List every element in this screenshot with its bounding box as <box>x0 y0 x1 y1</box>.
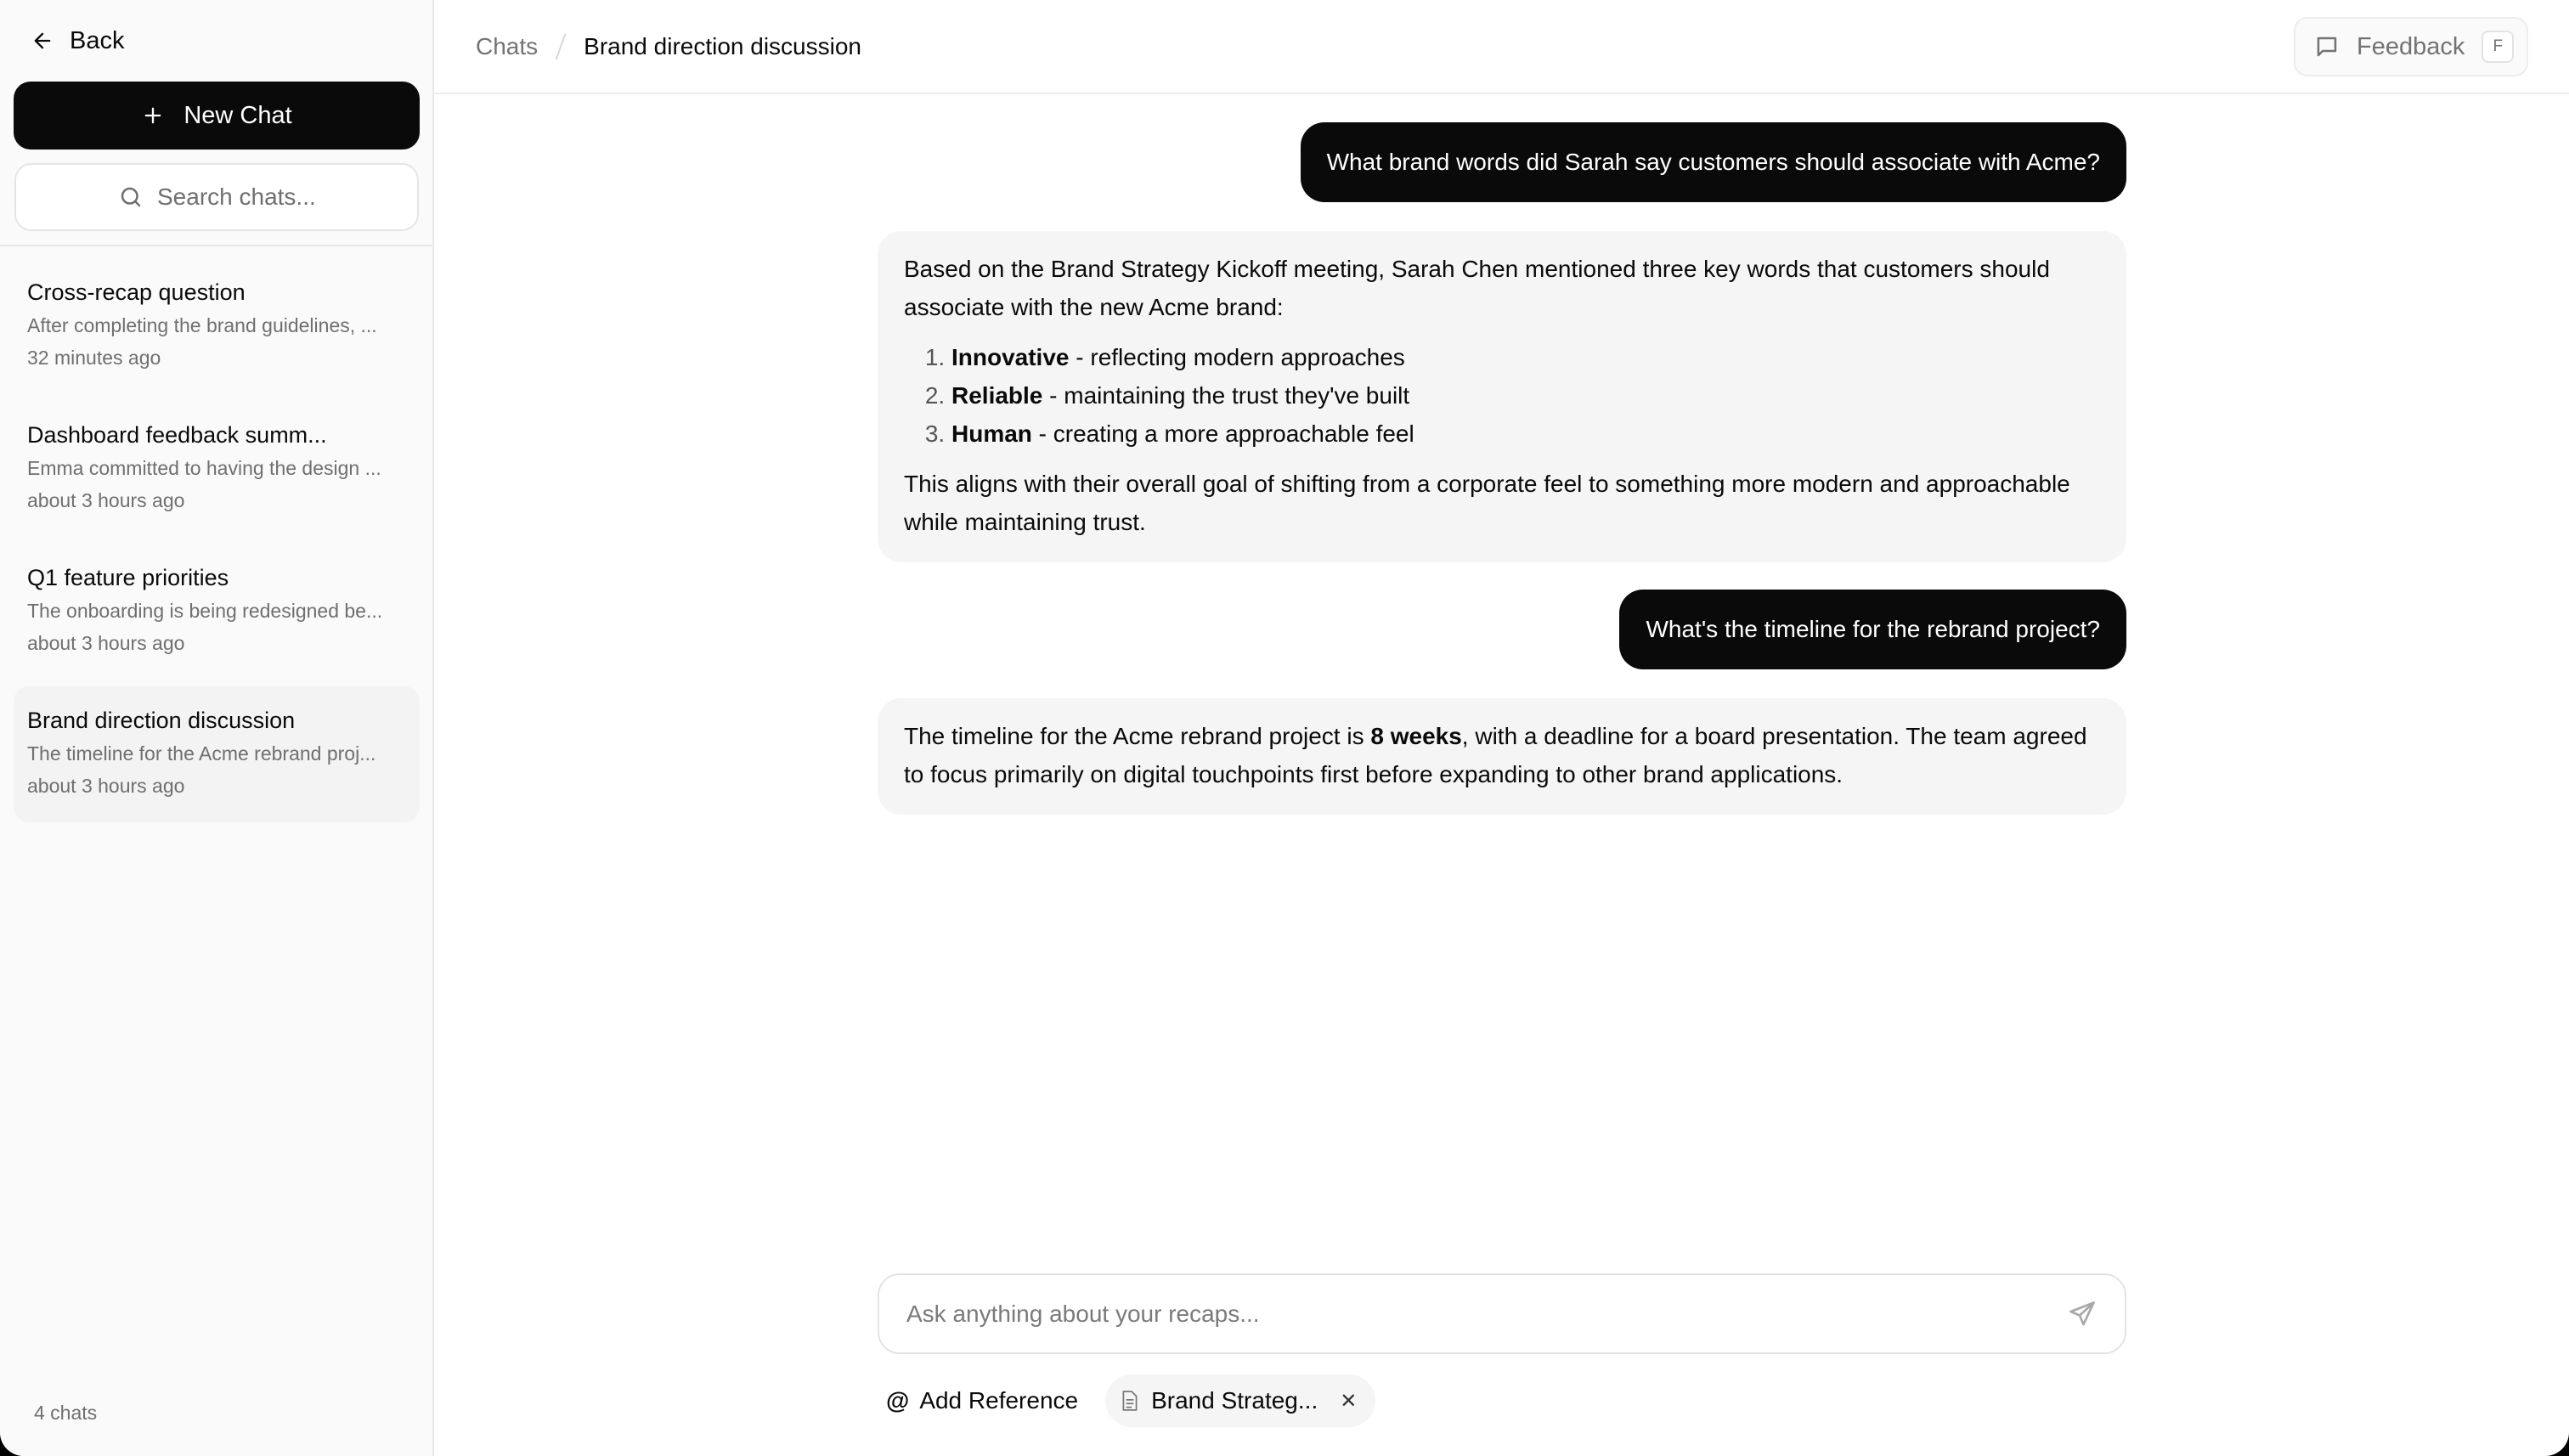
plus-icon <box>141 104 165 127</box>
chat-preview: After completing the brand guidelines, ... <box>27 314 377 336</box>
list-item: 3. Human - creating a more approachable feel <box>951 415 2100 453</box>
back-button[interactable] <box>31 22 124 59</box>
sidebar <box>0 0 434 1456</box>
send-icon[interactable] <box>2067 1299 2098 1329</box>
chat-list-item[interactable] <box>14 544 420 680</box>
user-message: What brand words did Sarah say customers should associate with Acme? <box>1301 122 2126 202</box>
page-title: Brand direction discussion <box>584 32 861 59</box>
chat-timestamp: about 3 hours ago <box>27 489 185 511</box>
at-sign-icon: @ <box>886 1387 910 1414</box>
remove-reference-icon[interactable]: ✕ <box>1340 1389 1358 1413</box>
message-composer <box>878 1273 2126 1354</box>
chat-count: 4 chats <box>34 1402 98 1424</box>
list-item: 1. Innovative - reflecting modern approaches <box>951 338 2100 376</box>
add-reference-button[interactable] <box>886 1387 1078 1414</box>
search-icon <box>118 184 144 210</box>
sidebar-divider <box>0 245 432 246</box>
header <box>434 0 2569 94</box>
feedback-button[interactable] <box>2294 17 2528 76</box>
message-input[interactable] <box>906 1301 2067 1328</box>
user-message: What's the timeline for the rebrand project? <box>1619 590 2126 669</box>
assistant-intro: Based on the Brand Strategy Kickoff meeting, Sarah Chen mentioned three key words that customers should associate with the new Acme brand: <box>904 256 2050 320</box>
breadcrumb <box>476 33 861 60</box>
chat-list-item[interactable] <box>14 258 420 394</box>
chat-list <box>14 258 420 829</box>
feedback-label: Feedback <box>2357 32 2465 60</box>
assistant-message: The timeline for the Acme rebrand project is 8 weeks, with a deadline for a board presentation. The team agreed to focus primarily on digital touchpoints first before expanding to other brand applications. <box>878 698 2126 815</box>
new-chat-label: New Chat <box>184 101 292 129</box>
brand-words-list <box>904 338 2100 453</box>
back-label: Back <box>70 26 125 54</box>
breadcrumb-separator <box>556 33 567 59</box>
reference-label: Brand Strateg... <box>1151 1387 1318 1414</box>
assistant-message <box>878 231 2126 562</box>
chat-list-item-active[interactable] <box>14 686 420 822</box>
new-chat-button[interactable] <box>14 82 420 150</box>
chat-title: Dashboard feedback summ... <box>27 422 327 448</box>
search-input[interactable] <box>157 183 315 211</box>
chat-title: Brand direction discussion <box>27 708 296 733</box>
chat-timestamp: about 3 hours ago <box>27 775 185 797</box>
add-reference-label: Add Reference <box>919 1387 1079 1414</box>
chat-list-item[interactable] <box>14 401 420 537</box>
message-thread <box>878 122 2126 815</box>
chat-preview: The timeline for the Acme rebrand proj... <box>27 742 376 765</box>
chat-preview: The onboarding is being redesigned be... <box>27 600 383 622</box>
file-text-icon <box>1121 1390 1139 1412</box>
reference-row <box>886 1375 1375 1426</box>
breadcrumb-chats-link[interactable]: Chats <box>476 32 539 59</box>
main-panel <box>434 0 2569 1456</box>
reference-chip <box>1105 1374 1375 1427</box>
highlight-duration: 8 weeks <box>1370 723 1462 749</box>
chat-timestamp: 32 minutes ago <box>27 347 161 369</box>
shortcut-key-badge: F <box>2481 31 2514 63</box>
assistant-outro: This aligns with their overall goal of shifting from a corporate feel to something more modern and approachable while maintaining trust. <box>904 471 2070 535</box>
chat-title: Cross-recap question <box>27 279 246 305</box>
search-box[interactable] <box>14 163 419 231</box>
chat-preview: Emma committed to having the design ... <box>27 457 381 479</box>
chat-timestamp: about 3 hours ago <box>27 632 185 654</box>
list-item: 2. Reliable - maintaining the trust they've built <box>951 376 2100 415</box>
chat-title: Q1 feature priorities <box>27 565 229 590</box>
message-square-icon <box>2314 34 2340 59</box>
arrow-left-icon <box>31 29 54 53</box>
